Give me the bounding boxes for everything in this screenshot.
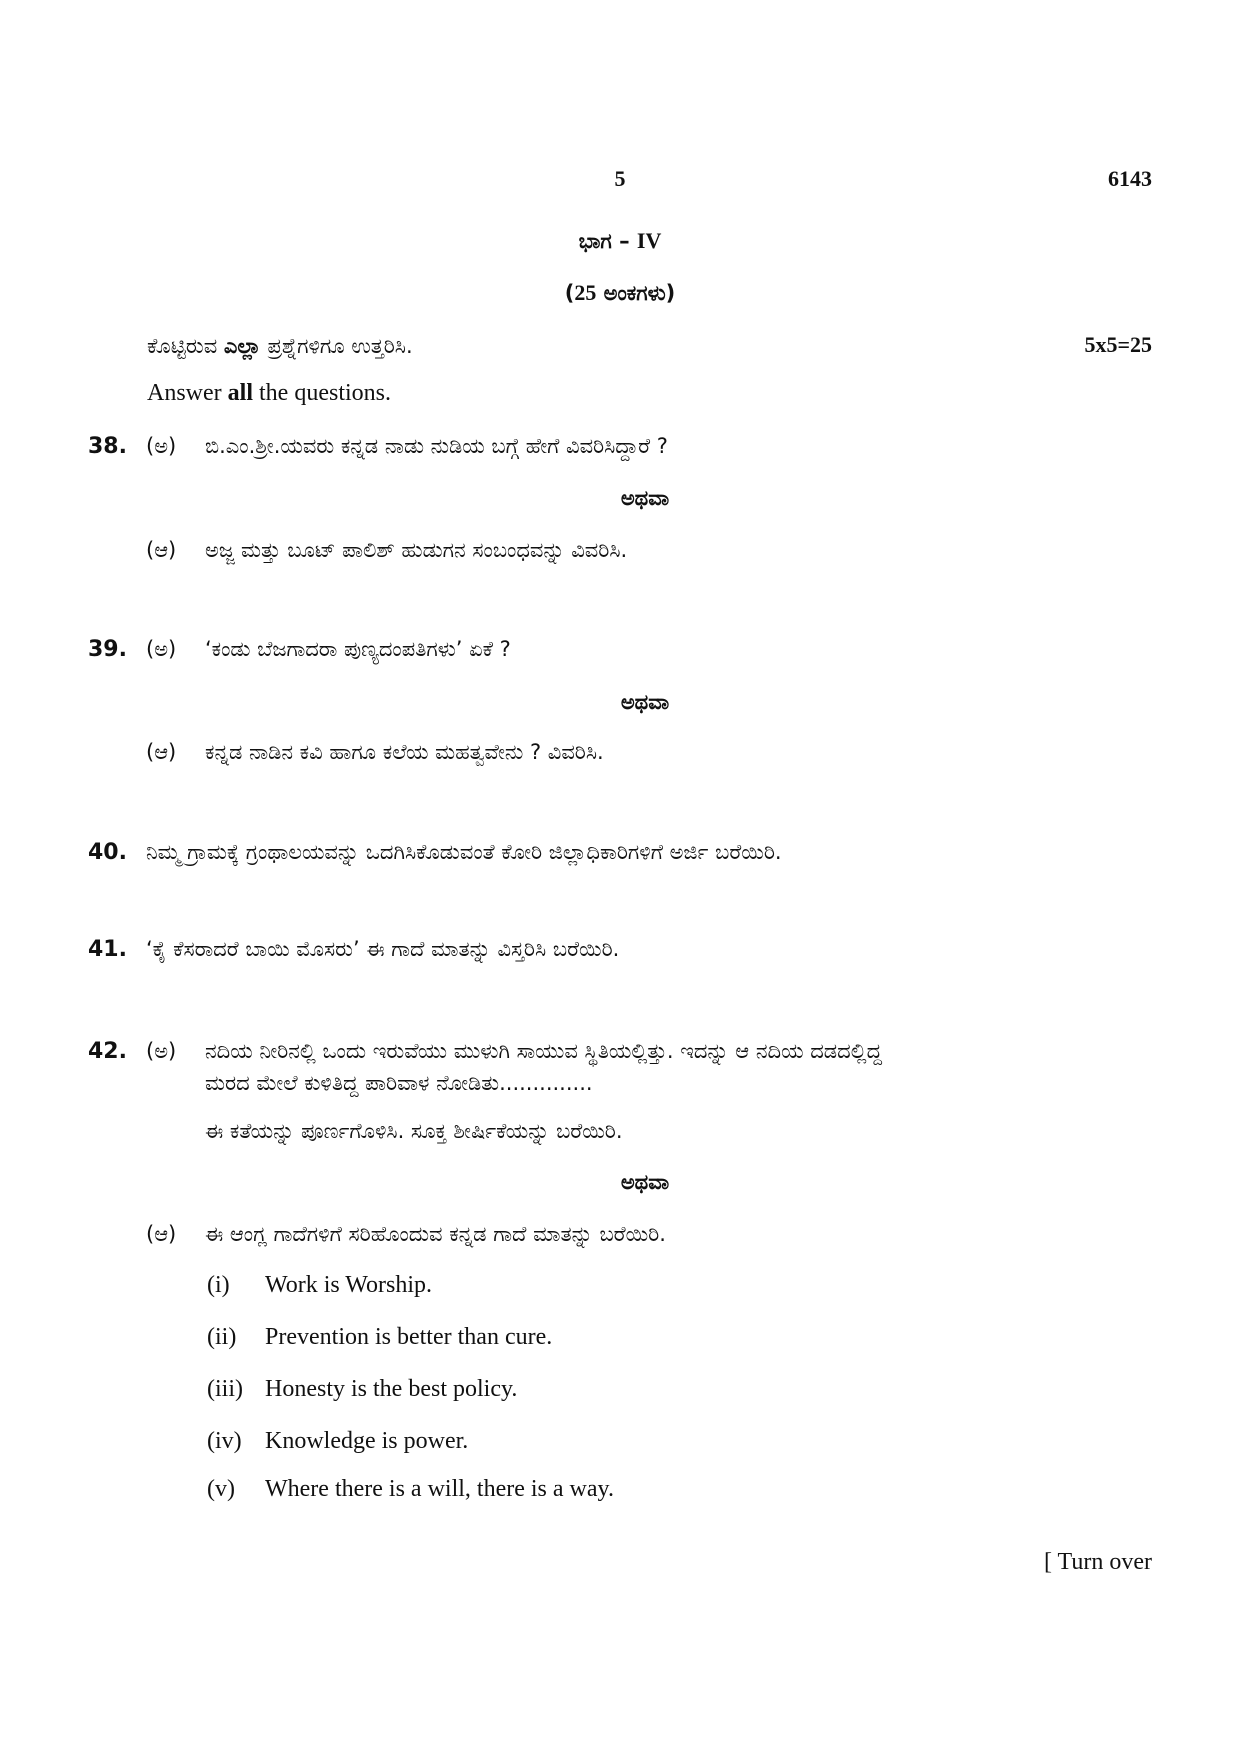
question-number: 42. — [88, 1039, 127, 1064]
option-label: (ಆ) — [146, 1222, 177, 1246]
instruction-english-a: Answer — [147, 380, 228, 406]
question-text-line: ನದಿಯ ನೀರಿನಲ್ಲಿ ಒಂದು ಇರುವೆಯು ಮುಳುಗಿ ಸಾಯುವ ಸ್ಥಿತಿಯಲ್ಲಿತ್ತು. ಇದನ್ನು ಆ ನದಿಯ ದಡದಲ್ಲಿದ್ದ — [205, 1039, 883, 1063]
instruction-kannada — [147, 334, 413, 359]
section-title-roman: IV — [636, 228, 662, 253]
question-text: ‘ಕೈ ಕೆಸರಾದರೆ ಬಾಯಿ ಮೊಸರು’ ಈ ಗಾದೆ ಮಾತನ್ನು ವಿಸ್ತರಿಸಿ ಬರೆಯಿರಿ. — [146, 937, 620, 961]
section-marks-word: ಅಂಕಗಳು) — [596, 281, 676, 305]
proverb-text: Where there is a will, there is a way. — [265, 1476, 614, 1502]
turn-over-note: [ Turn over — [1043, 1549, 1152, 1575]
section-marks — [565, 280, 676, 306]
option-label: (ಅ) — [146, 637, 177, 661]
section-title — [579, 228, 662, 254]
proverb-label: (ii) — [207, 1324, 237, 1350]
option-label: (ಆ) — [146, 740, 177, 764]
proverb-label: (iii) — [207, 1376, 243, 1402]
proverb-label: (i) — [207, 1272, 230, 1298]
instruction-english — [147, 380, 391, 407]
option-label: (ಆ) — [146, 538, 177, 562]
option-label: (ಅ) — [146, 434, 177, 458]
question-text: ಬಿ.ಎಂ.ಶ್ರೀ.ಯವರು ಕನ್ನಡ ನಾಡು ನುಡಿಯ ಬಗ್ಗೆ ಹೇಗೆ ವಿವರಿಸಿದ್ದಾರೆ ? — [205, 434, 668, 458]
or-separator: ಅಥವಾ — [620, 486, 670, 510]
section-title-prefix: ಭಾಗ – — [578, 229, 637, 253]
or-separator: ಅಥವಾ — [620, 690, 670, 714]
proverb-label: (v) — [207, 1476, 235, 1502]
instruction-kannada-a: ಕೊಟ್ಟಿರುವ — [147, 334, 224, 358]
instruction-english-b: the questions. — [253, 380, 391, 406]
question-number: 40. — [88, 840, 127, 865]
question-text: ಈ ಆಂಗ್ಲ ಗಾದೆಗಳಿಗೆ ಸರಿಹೊಂದುವ ಕನ್ನಡ ಗಾದೆ ಮಾತನ್ನು ಬರೆಯಿರಿ. — [205, 1222, 666, 1246]
page-number: 5 — [614, 166, 626, 191]
proverb-text: Honesty is the best policy. — [265, 1376, 518, 1402]
section-marks-value: 25 — [574, 280, 597, 305]
question-text-line: ಈ ಕತೆಯನ್ನು ಪೂರ್ಣಗೊಳಿಸಿ. ಸೂಕ್ತ ಶೀರ್ಷಿಕೆಯನ್ನು ಬರೆಯಿರಿ. — [205, 1119, 623, 1143]
question-text: ಅಜ್ಜ ಮತ್ತು ಬೂಟ್ ಪಾಲಿಶ್ ಹುಡುಗನ ಸಂಬಂಧವನ್ನು ವಿವರಿಸಿ. — [205, 538, 628, 562]
proverb-text: Knowledge is power. — [265, 1428, 469, 1454]
proverb-text: Prevention is better than cure. — [265, 1324, 553, 1350]
question-text: ‘ಕಂಡು ಬೆಜಗಾದರಾ ಪುಣ್ಯದಂಪತಿಗಳು’ ಏಕೆ ? — [205, 637, 511, 661]
instruction-kannada-b: ಪ್ರಶ್ನೆಗಳಿಗೂ ಉತ್ತರಿಸಿ. — [260, 334, 413, 358]
instruction-english-bold: all — [227, 380, 253, 406]
question-number: 39. — [88, 637, 127, 662]
proverb-label: (iv) — [207, 1428, 242, 1454]
question-number: 38. — [88, 434, 127, 459]
section-marks-open: ( — [564, 281, 575, 305]
instruction-kannada-bold: ಎಲ್ಲಾ — [223, 334, 261, 358]
option-label: (ಅ) — [146, 1039, 177, 1063]
question-text-line: ಮರದ ಮೇಲೆ ಕುಳಿತಿದ್ದ ಪಾರಿವಾಳ ನೋಡಿತು.............. — [205, 1071, 593, 1095]
marks-scheme: 5x5=25 — [1084, 332, 1152, 357]
question-number: 41. — [88, 937, 127, 962]
paper-code: 6143 — [1108, 166, 1152, 191]
question-text: ಕನ್ನಡ ನಾಡಿನ ಕವಿ ಹಾಗೂ ಕಲೆಯ ಮಹತ್ವವೇನು ? ವಿವರಿಸಿ. — [205, 740, 604, 764]
or-separator: ಅಥವಾ — [620, 1170, 670, 1194]
proverb-text: Work is Worship. — [265, 1272, 433, 1298]
question-text: ನಿಮ್ಮ ಗ್ರಾಮಕ್ಕೆ ಗ್ರಂಥಾಲಯವನ್ನು ಒದಗಿಸಿಕೊಡುವಂತೆ ಕೋರಿ ಜಿಲ್ಲಾಧಿಕಾರಿಗಳಿಗೆ ಅರ್ಜಿ ಬರೆಯಿರಿ. — [146, 840, 782, 864]
